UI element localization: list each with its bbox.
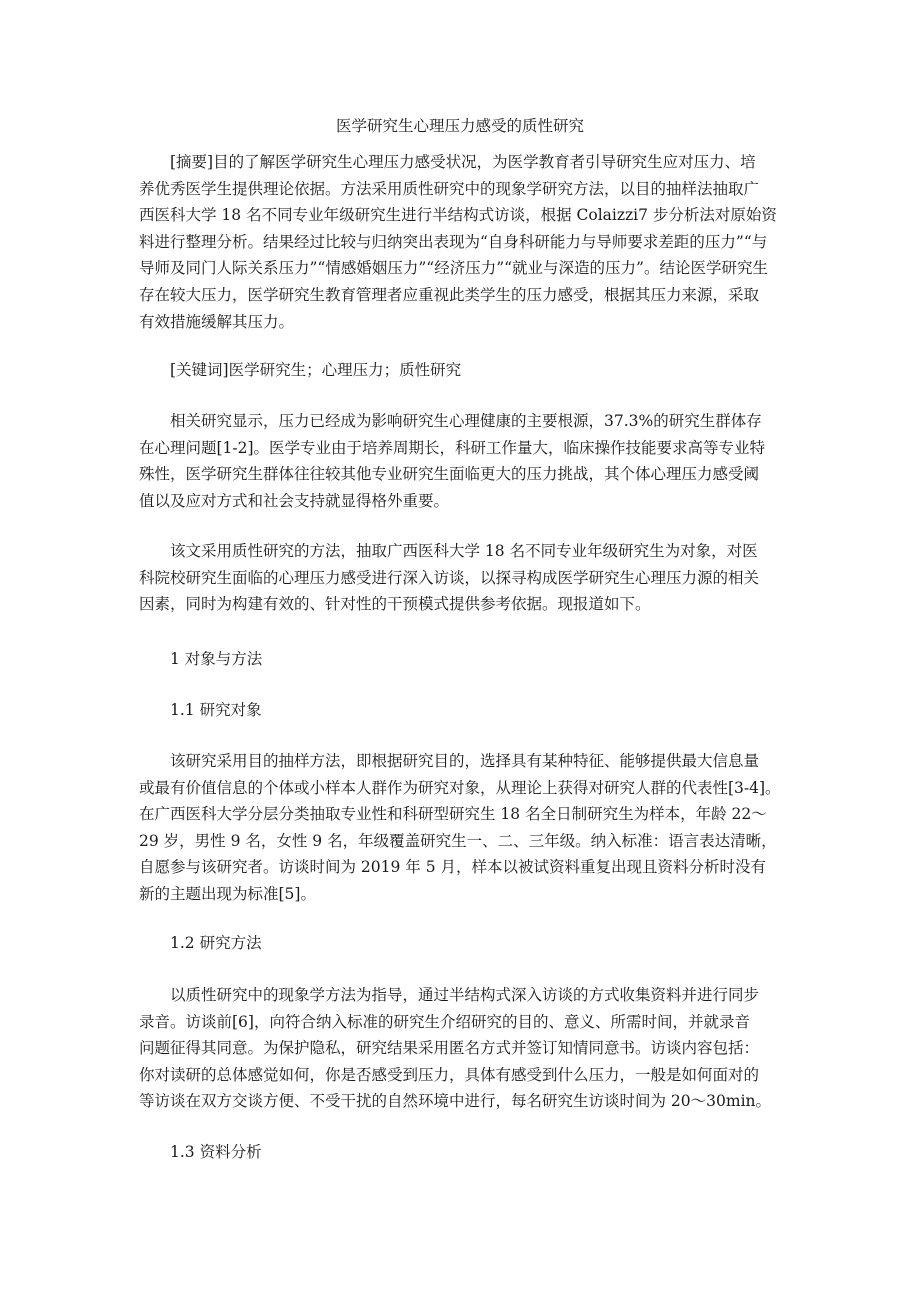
section-1-2-line: 录音。访谈前[6]，向符合纳入标准的研究生介绍研究的目的、意义、所需时间，并就录音 (139, 1012, 750, 1031)
intro-line: 在心理问题[1-2]。医学专业由于培养周期长，科研工作量大，临床操作技能要求高等专业特 (139, 438, 766, 457)
keywords-paragraph (139, 357, 789, 384)
section-1-2-line: 等访谈在双方交谈方便、不受干扰的自然环境中进行，每名研究生访谈时间为 20～30min。 (139, 1092, 772, 1111)
section-1-1-line: 29 岁，男性 9 名，女性 9 名，年级覆盖研究生一、二、三年级。纳入标准：语言表达清晰， (139, 831, 777, 850)
section-heading-1-2: 1.2 研究方法 (170, 934, 262, 952)
intro-line: 因素，同时为构建有效的、针对性的干预模式提供参考依据。现报道如下。 (139, 595, 651, 614)
section-1-1-line: 新的主题出现为标准[5]。 (139, 884, 316, 903)
abstract-paragraph (139, 149, 789, 335)
abstract-line: 料进行整理分析。结果经过比较与归纳突出表现为“自身科研能力与导师要求差距的压力”“与 (139, 232, 768, 251)
section-1-1-line: 自愿参与该研究者。访谈时间为 2019 年 5 月，样本以被试资料重复出现且资料分析时没有 (139, 858, 767, 877)
section-1-1-line: 在广西医科大学分层分类抽取专业性和科研型研究生 18 名全日制研究生为样本，年龄 22～ (139, 805, 767, 824)
abstract-line: 养优秀医学生提供理论依据。方法采用质性研究中的现象学研究方法，以目的抽样法抽取广 (139, 179, 760, 198)
intro-paragraph-2 (139, 538, 789, 618)
document-title: 医学研究生心理压力感受的质性研究 (335, 117, 584, 135)
intro-line: 科院校研究生面临的心理压力感受进行深入访谈，以探寻构成医学研究生心理压力源的相关 (139, 568, 760, 587)
abstract-line: 存在较大压力，医学研究生教育管理者应重视此类学生的压力感受，根据其压力来源，采取 (139, 285, 760, 304)
section-heading-1: 1 对象与方法 (170, 650, 263, 668)
section-1-2-line: 问题征得其同意。为保护隐私，研究结果采用匿名方式并签订知情同意书。访谈内容包括： (139, 1039, 760, 1058)
section-heading-1-1: 1.1 研究对象 (170, 701, 262, 719)
section-heading-1-3: 1.3 资料分析 (170, 1143, 262, 1161)
intro-line: 值以及应对方式和社会支持就显得格外重要。 (139, 491, 450, 510)
section-1-2-paragraph (139, 982, 789, 1115)
intro-line: 相关研究显示，压力已经成为影响研究生心理健康的主要根源，37.3%的研究生群体存 (170, 412, 762, 430)
section-1-2-line: 你对读研的总体感觉如何，你是否感受到压力，具体有感受到什么压力，一般是如何面对的 (139, 1065, 760, 1084)
keywords-line: [关键词]医学研究生；心理压力；质性研究 (170, 361, 462, 379)
section-1-2-line: 以质性研究中的现象学方法为指导，通过半结构式深入访谈的方式收集资料并进行同步 (170, 986, 760, 1004)
abstract-line: 导师及同门人际关系压力”“情感婚姻压力”“经济压力”“就业与深造的压力”。结论医学研究生 (139, 259, 768, 278)
abstract-line: 西医科大学 18 名不同专业年级研究生进行半结构式访谈，根据 Colaizzi7 步分析法对原始资 (139, 206, 777, 225)
abstract-line: [摘要]目的了解医学研究生心理压力感受状况，为医学教育者引导研究生应对压力、培 (170, 153, 756, 171)
intro-line: 殊性，医学研究生群体往往较其他专业研究生面临更大的压力挑战，其个体心理压力感受阈 (139, 465, 760, 484)
abstract-line: 有效措施缓解其压力。 (139, 312, 295, 331)
intro-line: 该文采用质性研究的方法，抽取广西医科大学 18 名不同专业年级研究生为对象，对医 (170, 542, 758, 560)
section-1-1-paragraph (139, 748, 789, 908)
section-1-1-line: 该研究采用目的抽样方法，即根据研究目的，选择具有某种特征、能够提供最大信息量 (170, 752, 760, 770)
intro-paragraph-1 (139, 408, 789, 514)
section-1-1-line: 或最有价值信息的个体或小样本人群作为研究对象，从理论上获得对研究人群的代表性[3-4]。 (139, 778, 781, 797)
